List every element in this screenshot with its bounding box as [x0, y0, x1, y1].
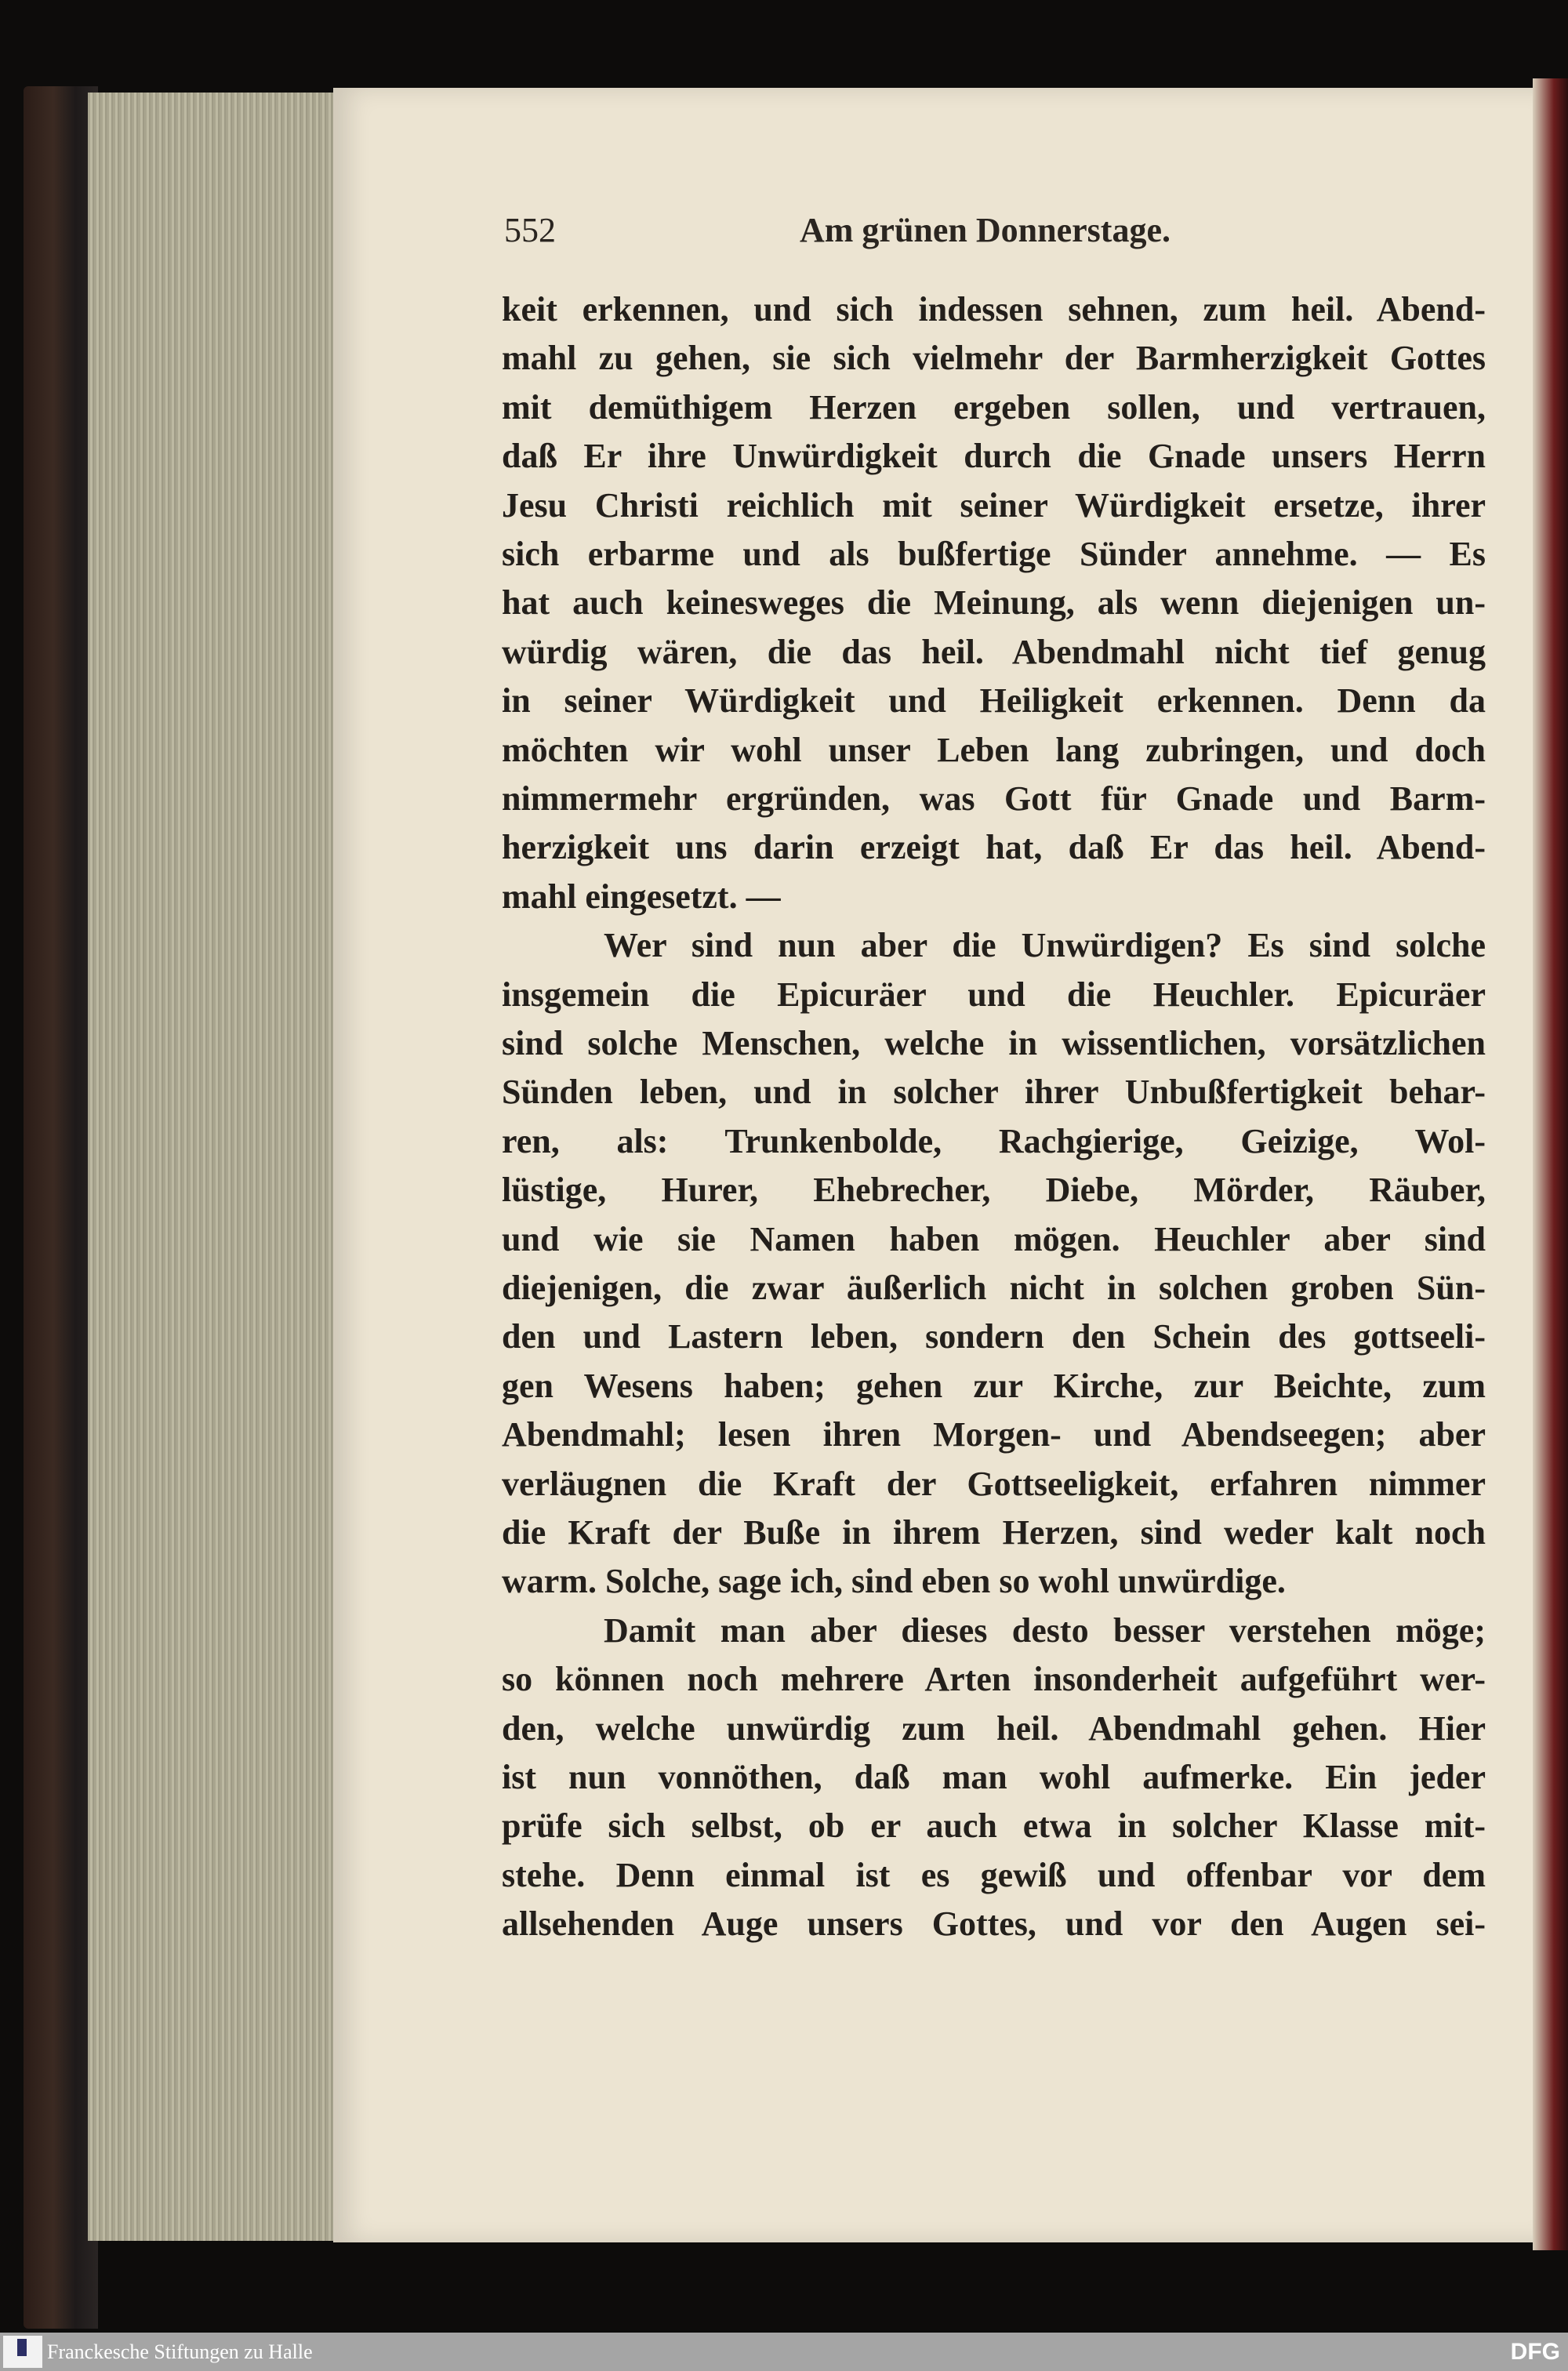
text-line: lüstige, Hurer, Ehebrecher, Diebe, Mörder, Räuber,	[502, 1171, 1486, 1210]
text-line: allsehenden Auge unsers Gottes, und vor den Augen sei-	[502, 1904, 1486, 1944]
text-line: so können noch mehrere Arten insonderheit aufgeführt wer-	[502, 1660, 1486, 1699]
text-line: herzigkeit uns darin erzeigt hat, daß Er das heil. Abend-	[502, 828, 1486, 867]
text-line: die Kraft der Buße in ihrem Herzen, sind weder kalt noch	[502, 1513, 1486, 1552]
text-line: hat auch keinesweges die Meinung, als wenn diejenigen un-	[502, 583, 1486, 623]
running-title: Am grünen Donnerstage.	[800, 211, 1171, 249]
text-line: ren, als: Trunkenbolde, Rachgierige, Geizige, Wol-	[502, 1121, 1486, 1160]
text-line: gen Wesens haben; gehen zur Kirche, zur Beichte, zum	[502, 1366, 1486, 1405]
text-line: daß Er ihre Unwürdigkeit durch die Gnade unsers Herrn	[502, 437, 1486, 476]
institution-name: Franckesche Stiftungen zu Halle	[47, 2340, 313, 2363]
text-line: Wer sind nun aber die Unwürdigen? Es sind solche	[604, 926, 1486, 965]
text-line: würdig wären, die das heil. Abendmahl nicht tief genug	[502, 632, 1486, 671]
text-line: diejenigen, die zwar äußerlich nicht in solchen groben Sün-	[502, 1269, 1486, 1307]
text-line: den, welche unwürdig zum heil. Abendmahl gehen. Hier	[502, 1708, 1486, 1748]
text-line: nimmermehr ergründen, was Gott für Gnade und Barm-	[502, 779, 1486, 818]
text-line: Damit man aber dieses desto besser verstehen möge;	[604, 1610, 1486, 1650]
text-line: mahl eingesetzt. —	[502, 877, 781, 916]
text-line: möchten wir wohl unser Leben lang zubringen, und doch	[502, 730, 1486, 769]
text-line: warm. Solche, sage ich, sind eben so wohl unwürdige.	[502, 1562, 1286, 1601]
page-number: 552	[504, 211, 556, 249]
text-line: Jesu Christi reichlich mit seiner Würdigkeit ersetze, ihrer	[502, 485, 1486, 525]
institution-logo	[3, 2336, 42, 2368]
text-line: mahl zu gehen, sie sich vielmehr der Barmherzigkeit Gottes	[502, 339, 1486, 378]
text-line: insgemein die Epicuräer und die Heuchler. Epicuräer	[502, 975, 1486, 1014]
text-line: stehe. Denn einmal ist es gewiß und offenbar vor dem	[502, 1855, 1486, 1894]
text-line: mit demüthigem Herzen ergeben sollen, und vertrauen,	[502, 387, 1486, 427]
text-line: in seiner Würdigkeit und Heiligkeit erkennen. Denn da	[502, 681, 1486, 721]
text-line: verläugnen die Kraft der Gottseeligkeit, erfahren nimmer	[502, 1464, 1486, 1503]
text-line: prüfe sich selbst, ob er auch etwa in solcher Klasse mit-	[502, 1806, 1486, 1846]
text-line: Sünden leben, und in solcher ihrer Unbußfertigkeit behar-	[502, 1073, 1486, 1112]
text-line: sind solche Menschen, welche in wissentlichen, vorsätzlichen	[502, 1024, 1486, 1062]
text-line: sich erbarme und als bußfertige Sünder annehme. — Es	[502, 535, 1486, 573]
footer-bar	[0, 2333, 1568, 2371]
text-line: ist nun vonnöthen, daß man wohl aufmerke. Ein jeder	[502, 1758, 1486, 1796]
text-line: den und Lastern leben, sondern den Schein des gottseeli-	[502, 1317, 1486, 1356]
dfg-logo: DFG	[1510, 2339, 1560, 2365]
text-line: keit erkennen, und sich indessen sehnen, zum heil. Abend-	[502, 290, 1486, 329]
text-line: und wie sie Namen haben mögen. Heuchler aber sind	[502, 1219, 1486, 1258]
text-line: Abendmahl; lesen ihren Morgen- und Abendseegen; aber	[502, 1415, 1486, 1454]
